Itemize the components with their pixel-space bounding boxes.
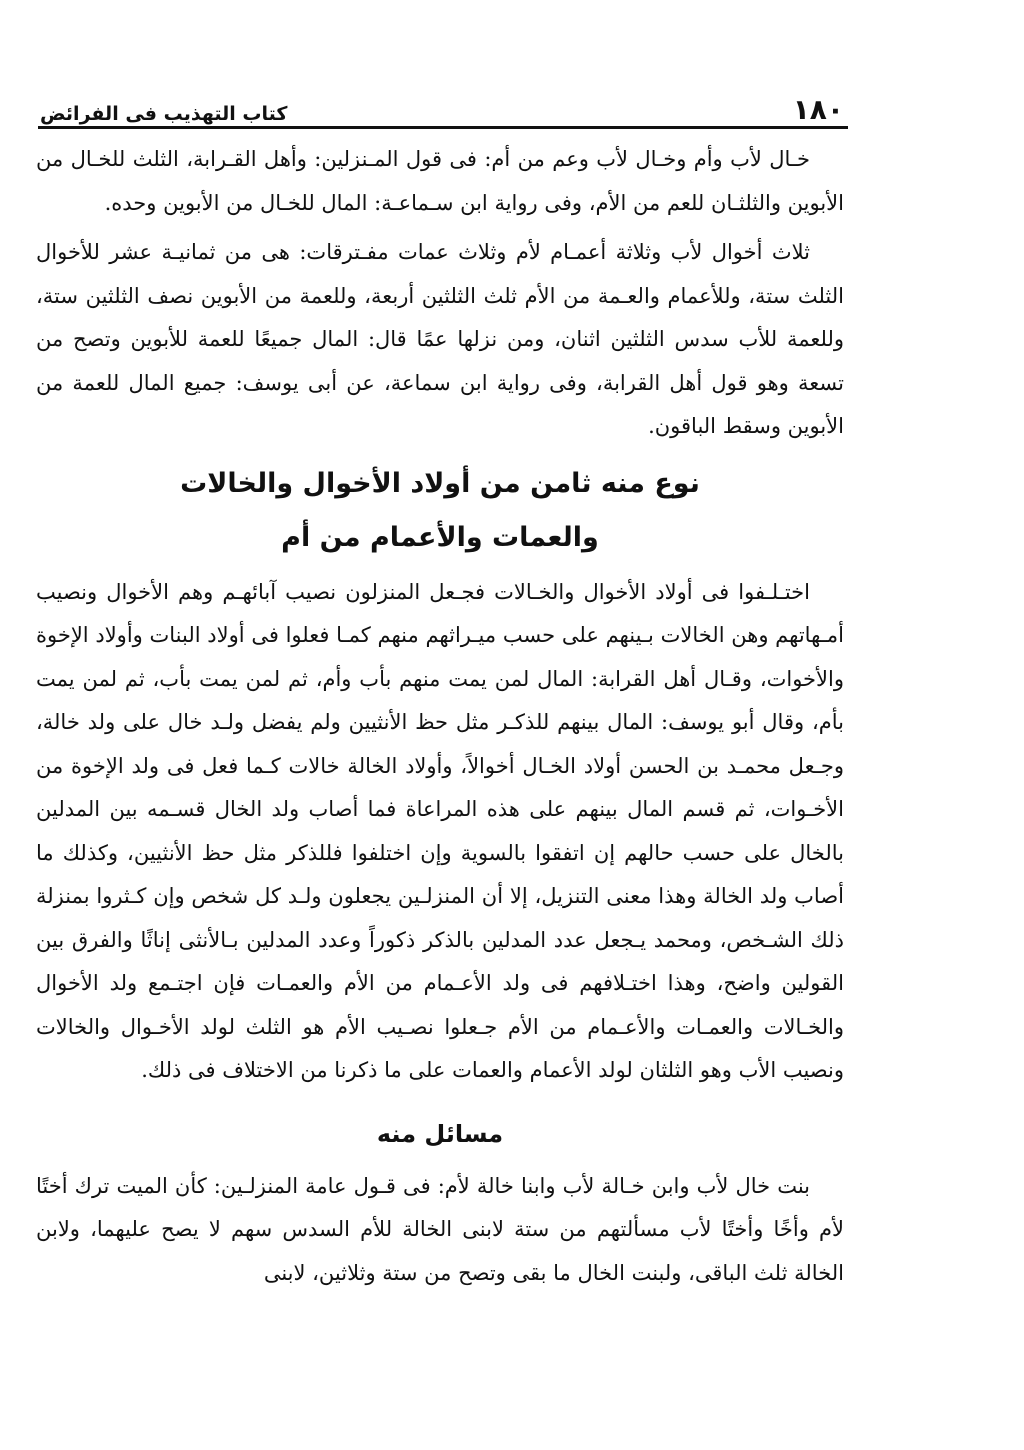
paragraph: ثلاث أخوال لأب وثلاثة أعمـام لأم وثلاث عمات مفـترقات: هى من ثمانيـة عشر للأخوال الثلث ستة، وللأعمام والعـمة من الأم ثلث الثلثين أربعة، وللعمة من الأبوين نصف الثلثين ستة، وللعمة للأب سدس الثلثين اثنان، ومن نزلها عمًا قال: المال جميعًا للعمة للأبوين وتصح من تسعة وهو قول أهل القرابة، وفى رواية ابن سماعة، عن أبى يوسف: جميع المال للعمة من الأبوين وسقط الباقون. — [36, 240, 844, 438]
running-title: كتاب التهذيب فى الفرائض — [40, 103, 288, 125]
paragraph: خـال لأب وأم وخـال لأب وعم من أم: فى قول المـنزلين: وأهل القـرابة، الثلث للخـال من الأبوين والثلثـان للعم من الأم، وفى رواية ابن سـماعـة: المال للخـال من الأبوين وحده. — [36, 147, 844, 215]
section-heading-line: والعمات والأعمام من أم — [281, 521, 599, 553]
page-header — [40, 88, 844, 124]
section-heading-line: نوع منه ثامن من أولاد الأخوال والخالات — [180, 467, 700, 499]
paragraph: اختـلـفوا فى أولاد الأخوال والخـالات فجـعل المنزلون نصيب آبائهـم وهم الأخوال ونصيب أمـهاتهم وهن الخالات بـينهم على حسب ميـراثهم منهم كمـا فعلوا فى أولاد البنات وأولاد الإخوة والأخوات، وقـال أهل القرابة: المال لمن يمت منهم بأب وأم، ثم لمن يمت بأب، ثم لمن يمت بأم، وقال أبو يوسف: المال بينهم للذكـر مثل حظ الأنثيين ولم يفضل ولـد خال على ولد خالة، وجـعل محمـد بن الحسن أولاد الخـال أخوالاً، وأولاد الخالة خالات كـما فعل فى ولد الإخوة من الأخـوات، ثم قسم المال بينهم على هذه المراعاة فما أصاب ولد الخال قسـمه بين المدلين بالخال على حسب حالهم إن اتفقوا بالسوية وإن اختلفوا فللذكر مثل حظ الأنثيين، وكذلك ما أصاب ولد الخالة وهذا معنى التنزيل، إلا أن المنزلـين يجعلون ولـد كل شخص وإن كـثروا بمنزلة ذلك الشـخص، ومحمد يـجعل عدد المدلين بالذكر ذكوراً وعدد المدلين بـالأنثى إناثًا والفرق بين القولين واضح، وهذا اختـلافهم فى ولد الأعـمام من الأم والعمـات فإن اجتـمع ولد الأخوال والخـالات والعمـات والأعـمام من الأم جـعلوا نصـيب الأم هو الثلث لولد الأخـوال والخالات ونصيب الأب وهو الثلثان لولد الأعمام والعمات على ما ذكرنا من الاختلاف فى ذلك. — [36, 579, 844, 1082]
body-text — [36, 138, 844, 1295]
header-rule — [38, 126, 848, 129]
subheading: مسائل منه — [376, 1119, 504, 1148]
page-number: ١٨٠ — [792, 93, 844, 126]
paragraph: بنت خال لأب وابن خـالة لأب وابنا خالة لأم: فى قـول عامة المنزلـين: كأن الميت ترك أختًا لأم وأخًا وأختًا لأب مسألتهم من ستة لابنى الخالة للأم السدس سهم لا يصح عليهما، ولابن الخالة ثلث الباقى، ولبنت الخال ما بقى وتصح من ستة وثلاثين، لابنى — [36, 1173, 844, 1285]
section-heading — [36, 457, 844, 565]
